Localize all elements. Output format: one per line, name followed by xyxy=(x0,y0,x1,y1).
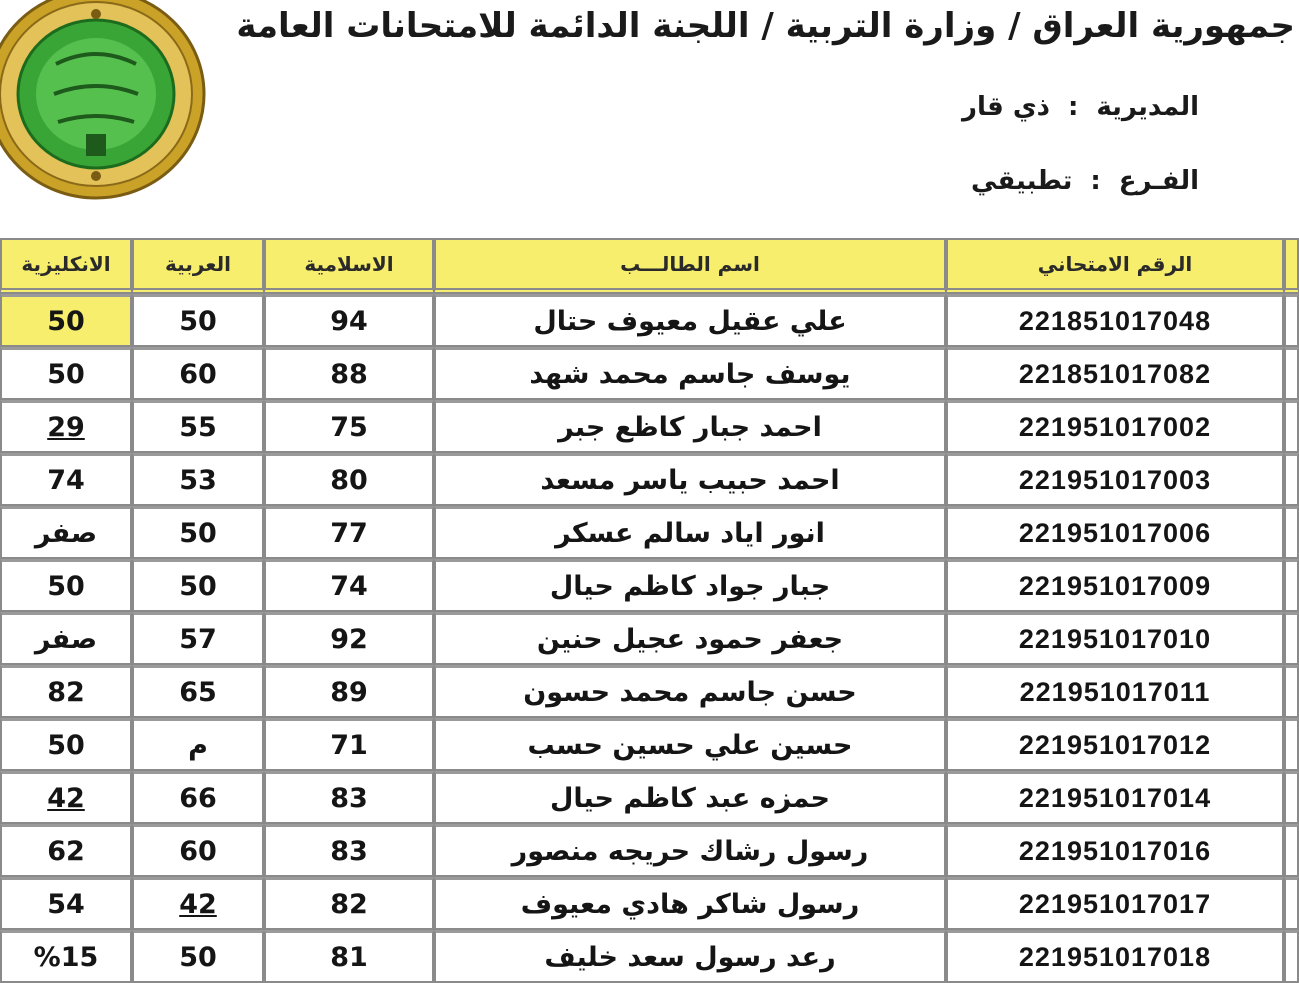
cell-english: 50 xyxy=(0,294,132,347)
cell-exam-number: 221951017010 xyxy=(946,612,1284,665)
cell-edge xyxy=(1284,506,1299,559)
cell-arabic: 57 xyxy=(132,612,264,665)
cell-english: 42 xyxy=(0,771,132,824)
cell-arabic: 42 xyxy=(132,877,264,930)
cell-student-name: احمد حبيب ياسر مسعد xyxy=(434,453,946,506)
cell-islamic: 82 xyxy=(264,877,434,930)
cell-arabic: 50 xyxy=(132,294,264,347)
directorate-label: المديرية xyxy=(1096,92,1199,122)
cell-english: 54 xyxy=(0,877,132,930)
cell-edge xyxy=(1284,930,1299,983)
directorate-separator: : xyxy=(1068,92,1079,122)
cell-english: صفر xyxy=(0,612,132,665)
cell-islamic: 88 xyxy=(264,347,434,400)
branch-label: الفـرع xyxy=(1118,166,1199,196)
cell-student-name: حسن جاسم محمد حسون xyxy=(434,665,946,718)
page-title: جمهورية العراق / وزارة التربية / اللجنة الدائمة للامتحانات العامة xyxy=(236,6,1295,46)
table-row xyxy=(0,400,1299,453)
cell-student-name: حسين علي حسين حسب xyxy=(434,718,946,771)
cell-edge xyxy=(1284,612,1299,665)
directorate-value: ذي قار xyxy=(962,92,1050,122)
cell-exam-number: 221951017002 xyxy=(946,400,1284,453)
cell-english: 29 xyxy=(0,400,132,453)
cell-exam-number: 221951017011 xyxy=(946,665,1284,718)
table-row xyxy=(0,294,1299,347)
cell-arabic: 50 xyxy=(132,559,264,612)
cell-edge xyxy=(1284,771,1299,824)
cell-student-name: حمزه عبد كاظم حيال xyxy=(434,771,946,824)
cell-islamic: 83 xyxy=(264,771,434,824)
cell-exam-number: 221951017016 xyxy=(946,824,1284,877)
table-row xyxy=(0,718,1299,771)
table-header-row xyxy=(0,238,1299,294)
cell-english: 50 xyxy=(0,347,132,400)
cell-exam-number: 221851017082 xyxy=(946,347,1284,400)
cell-islamic: 89 xyxy=(264,665,434,718)
cell-arabic: 66 xyxy=(132,771,264,824)
cell-arabic: 60 xyxy=(132,824,264,877)
cell-english: صفر xyxy=(0,506,132,559)
cell-student-name: رسول رشاك حريجه منصور xyxy=(434,824,946,877)
cell-english: 50 xyxy=(0,718,132,771)
table-row xyxy=(0,930,1299,983)
cell-exam-number: 221951017006 xyxy=(946,506,1284,559)
table-row xyxy=(0,347,1299,400)
table-row xyxy=(0,506,1299,559)
cell-english: 62 xyxy=(0,824,132,877)
cell-exam-number: 221851017048 xyxy=(946,294,1284,347)
cell-exam-number: 221951017014 xyxy=(946,771,1284,824)
column-header-exam-number: الرقم الامتحاني xyxy=(946,238,1284,294)
cell-arabic: 55 xyxy=(132,400,264,453)
cell-islamic: 75 xyxy=(264,400,434,453)
cell-islamic: 81 xyxy=(264,930,434,983)
cell-islamic: 74 xyxy=(264,559,434,612)
cell-student-name: رسول شاكر هادي معيوف xyxy=(434,877,946,930)
cell-islamic: 94 xyxy=(264,294,434,347)
cell-exam-number: 221951017012 xyxy=(946,718,1284,771)
branch-separator: : xyxy=(1090,166,1101,196)
cell-edge xyxy=(1284,877,1299,930)
cell-english: 50 xyxy=(0,559,132,612)
cell-islamic: 77 xyxy=(264,506,434,559)
column-header-arabic: العربية xyxy=(132,238,264,294)
branch-info xyxy=(971,166,1199,196)
cell-edge xyxy=(1284,453,1299,506)
cell-edge xyxy=(1284,347,1299,400)
cell-english: 74 xyxy=(0,453,132,506)
cell-edge xyxy=(1284,665,1299,718)
cell-exam-number: 221951017003 xyxy=(946,453,1284,506)
table-row xyxy=(0,453,1299,506)
cell-student-name: جبار جواد كاظم حيال xyxy=(434,559,946,612)
cell-arabic: 53 xyxy=(132,453,264,506)
cell-edge xyxy=(1284,824,1299,877)
table-row xyxy=(0,612,1299,665)
cell-edge xyxy=(1284,718,1299,771)
cell-edge xyxy=(1284,400,1299,453)
column-header-student-name: اسم الطالـــب xyxy=(434,238,946,294)
ministry-seal-icon xyxy=(0,0,218,208)
results-table xyxy=(0,238,1299,983)
results-table-wrapper xyxy=(0,238,1299,983)
cell-exam-number: 221951017009 xyxy=(946,559,1284,612)
cell-islamic: 71 xyxy=(264,718,434,771)
cell-arabic: 60 xyxy=(132,347,264,400)
cell-student-name: علي عقيل معيوف حتال xyxy=(434,294,946,347)
table-row xyxy=(0,824,1299,877)
cell-arabic: 50 xyxy=(132,506,264,559)
table-row xyxy=(0,877,1299,930)
cell-islamic: 80 xyxy=(264,453,434,506)
cell-arabic: 65 xyxy=(132,665,264,718)
table-row xyxy=(0,771,1299,824)
table-row xyxy=(0,665,1299,718)
cell-arabic: 50 xyxy=(132,930,264,983)
cell-english: 82 xyxy=(0,665,132,718)
cell-student-name: رعد رسول سعد خليف xyxy=(434,930,946,983)
table-row xyxy=(0,559,1299,612)
cell-edge xyxy=(1284,294,1299,347)
cell-islamic: 83 xyxy=(264,824,434,877)
cell-islamic: 92 xyxy=(264,612,434,665)
cell-student-name: احمد جبار كاظع جبر xyxy=(434,400,946,453)
column-header-edge xyxy=(1284,238,1299,294)
cell-arabic: م xyxy=(132,718,264,771)
cell-student-name: جعفر حمود عجيل حنين xyxy=(434,612,946,665)
directorate-info xyxy=(962,92,1199,122)
column-header-english: الانكليزية xyxy=(0,238,132,294)
cell-exam-number: 221951017017 xyxy=(946,877,1284,930)
cell-exam-number: 221951017018 xyxy=(946,930,1284,983)
cell-english: %15 xyxy=(0,930,132,983)
cell-edge xyxy=(1284,559,1299,612)
cell-student-name: انور اياد سالم عسكر xyxy=(434,506,946,559)
column-header-islamic: الاسلامية xyxy=(264,238,434,294)
branch-value: تطبيقي xyxy=(971,166,1073,196)
cell-student-name: يوسف جاسم محمد شهد xyxy=(434,347,946,400)
